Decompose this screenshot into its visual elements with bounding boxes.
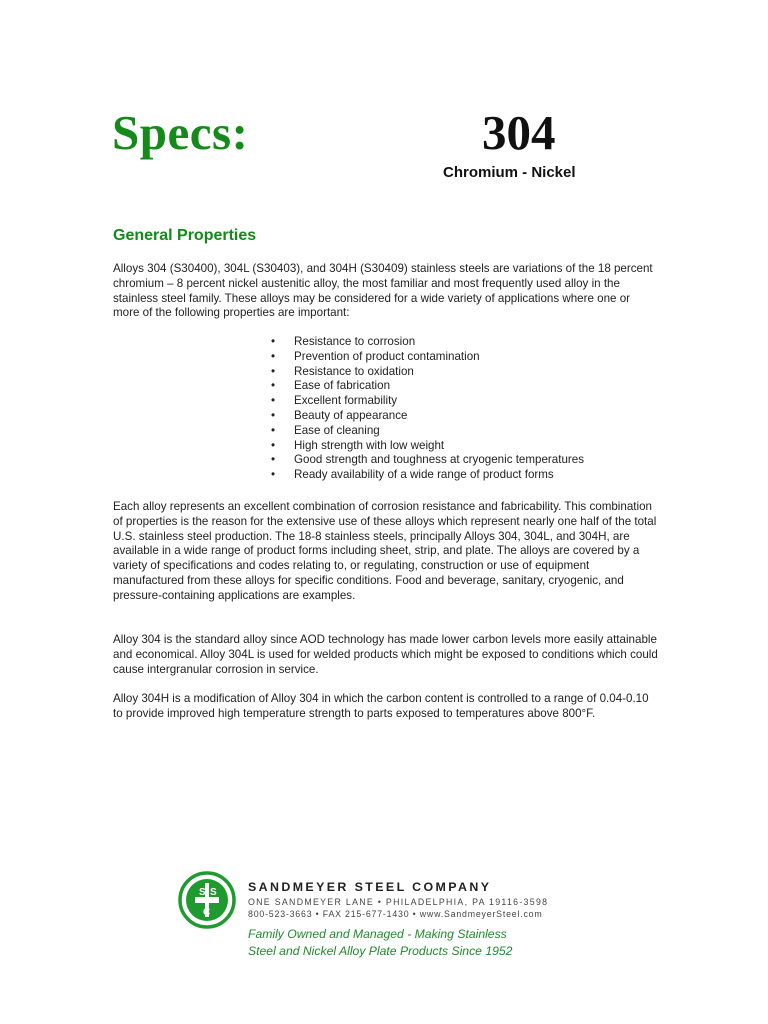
property-list	[271, 335, 584, 483]
intro-paragraph: Alloys 304 (S30400), 304L (S30403), and 304H (S30409) stainless steels are variations of the 18 percent chromium – 8 percent nickel austenitic alloy, the most familiar and most frequently used alloy in the stainless steel family. These alloys may be considered for a wide variety of applications where one or more of the following properties are important:	[113, 262, 653, 320]
tagline-line: Family Owned and Managed - Making Stainless	[248, 927, 507, 941]
alloy-304h-paragraph: Alloy 304H is a modification of Alloy 304 in which the carbon content is controlled to a range of 0.04-0.10 to provide improved high temperature strength to parts exposed to temperatures above 800°F.	[113, 692, 649, 720]
list-item: • Resistance to corrosion	[271, 335, 584, 350]
ssc-logo-icon	[178, 871, 236, 929]
alloy-304-paragraph: Alloy 304 is the standard alloy since AOD technology has made lower carbon levels more easily attainable and economical. Alloy 304L is used for welded products which might be exposed to conditions which could cause intergranular corrosion in service.	[113, 633, 658, 676]
list-item: • Ease of cleaning	[271, 424, 584, 439]
list-item: • Ease of fabrication	[271, 379, 584, 394]
company-contact: 800-523-3663 • FAX 215-677-1430 • www.SandmeyerSteel.com	[248, 909, 543, 919]
list-item: • Beauty of appearance	[271, 409, 584, 424]
company-address: ONE SANDMEYER LANE • PHILADELPHIA, PA 19116-3598	[248, 897, 549, 907]
svg-text:S: S	[210, 887, 217, 898]
company-tagline	[248, 926, 512, 959]
alloy-subtitle: Chromium - Nickel	[443, 164, 576, 181]
alloy-number: 304	[482, 105, 556, 160]
tagline-line: Steel and Nickel Alloy Plate Products Since 1952	[248, 943, 513, 958]
list-item: • High strength with low weight	[271, 439, 584, 454]
combination-paragraph: Each alloy represents an excellent combination of corrosion resistance and fabricability. This combination of properties is the reason for the extensive use of these alloys which represent nearly one half of the total U.S. stainless steel production. The 18-8 stainless steels, principally Alloys 304, 304L, and 304H, are available in a wide range of product forms including sheet, strip, and plate. The alloys are covered by a variety of specifications and codes relating to, or regulating, construction or use of equipment manufactured from these alloys for specific conditions. Food and beverage, sanitary, cryogenic, and pressure-containing applications are examples.	[113, 500, 657, 602]
company-name: SANDMEYER STEEL COMPANY	[248, 880, 492, 894]
list-item: • Prevention of product contamination	[271, 350, 584, 365]
company-footer	[174, 866, 596, 966]
list-item: • Resistance to oxidation	[271, 365, 584, 380]
svg-text:C: C	[203, 907, 211, 918]
section-heading: General Properties	[113, 227, 257, 244]
svg-text:S: S	[199, 887, 206, 898]
list-item: • Good strength and toughness at cryogenic temperatures	[271, 453, 584, 468]
list-item: • Ready availability of a wide range of product forms	[271, 468, 584, 483]
list-item: • Excellent formability	[271, 394, 584, 409]
specs-title: Specs:	[112, 105, 249, 160]
